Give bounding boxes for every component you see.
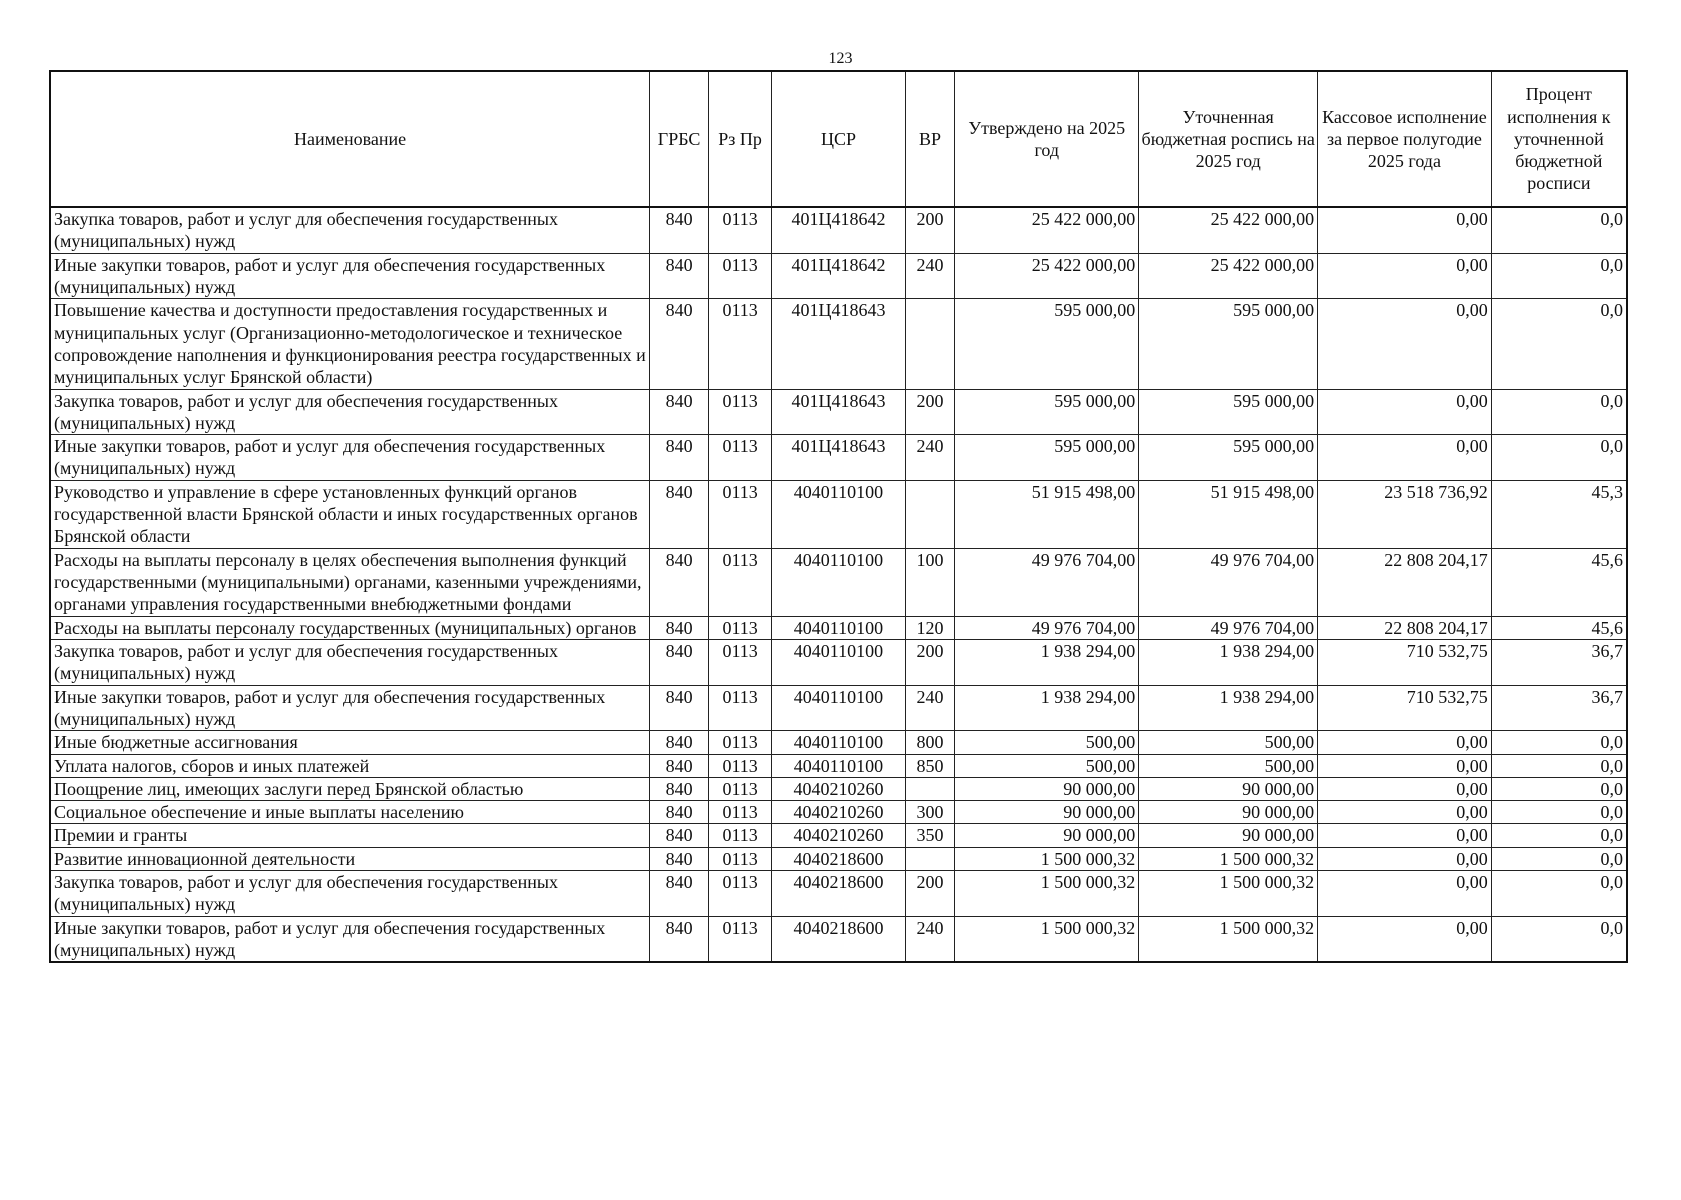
revised-cell: 595 000,00: [1139, 299, 1318, 389]
name-cell: Расходы на выплаты персоналу в целях обеспечения выполнения функций государственными (муниципальными) органами, казенными учреждениями, органами управления государственными внебюджетными фондами: [50, 548, 650, 616]
vr-cell: 240: [905, 253, 954, 299]
name-cell: Закупка товаров, работ и услуг для обеспечения государственных (муниципальных) нужд: [50, 871, 650, 917]
name-cell: Иные закупки товаров, работ и услуг для обеспечения государственных (муниципальных) нужд: [50, 435, 650, 481]
name-cell: Уплата налогов, сборов и иных платежей: [50, 754, 650, 777]
percent-cell: 0,0: [1491, 754, 1627, 777]
csr-cell: 4040110100: [772, 639, 906, 685]
vr-cell: [905, 847, 954, 870]
revised-cell: 90 000,00: [1139, 824, 1318, 847]
rzpr-cell: 0113: [709, 299, 772, 389]
approved-cell: 25 422 000,00: [955, 253, 1139, 299]
approved-cell: 90 000,00: [955, 824, 1139, 847]
revised-cell: 1 500 000,32: [1139, 916, 1318, 962]
grbs-cell: 840: [650, 916, 709, 962]
percent-cell: 0,0: [1491, 435, 1627, 481]
name-cell: Повышение качества и доступности предоставления государственных и муниципальных услуг (Организационно-методологическое и техническое сопровождение наполнения и функционирования реестра государственных и муниципальных услуг Брянской области): [50, 299, 650, 389]
grbs-cell: 840: [650, 299, 709, 389]
grbs-cell: 840: [650, 207, 709, 253]
table-row: [50, 616, 1627, 639]
revised-cell: 595 000,00: [1139, 389, 1318, 435]
vr-cell: 200: [905, 207, 954, 253]
revised-cell: 90 000,00: [1139, 801, 1318, 824]
csr-cell: 4040218600: [772, 871, 906, 917]
grbs-cell: 840: [650, 754, 709, 777]
csr-cell: 4040210260: [772, 777, 906, 800]
approved-cell: 595 000,00: [955, 299, 1139, 389]
approved-cell: 49 976 704,00: [955, 548, 1139, 616]
approved-cell: 1 500 000,32: [955, 916, 1139, 962]
vr-cell: [905, 299, 954, 389]
vr-cell: 300: [905, 801, 954, 824]
cash-cell: 22 808 204,17: [1318, 548, 1492, 616]
grbs-cell: 840: [650, 871, 709, 917]
table-header: [50, 71, 1627, 207]
csr-cell: 4040110100: [772, 754, 906, 777]
approved-cell: 25 422 000,00: [955, 207, 1139, 253]
header-grbs: ГРБС: [650, 71, 709, 207]
approved-cell: 1 500 000,32: [955, 871, 1139, 917]
approved-cell: 500,00: [955, 754, 1139, 777]
grbs-cell: 840: [650, 801, 709, 824]
grbs-cell: 840: [650, 847, 709, 870]
rzpr-cell: 0113: [709, 616, 772, 639]
approved-cell: 1 938 294,00: [955, 639, 1139, 685]
revised-cell: 90 000,00: [1139, 777, 1318, 800]
revised-cell: 500,00: [1139, 731, 1318, 754]
header-vr: ВР: [905, 71, 954, 207]
table-row: [50, 824, 1627, 847]
table-row: [50, 685, 1627, 731]
csr-cell: 401Ц418643: [772, 435, 906, 481]
vr-cell: 200: [905, 639, 954, 685]
table-row: [50, 548, 1627, 616]
grbs-cell: 840: [650, 435, 709, 481]
cash-cell: 23 518 736,92: [1318, 480, 1492, 548]
cash-cell: 0,00: [1318, 435, 1492, 481]
approved-cell: 500,00: [955, 731, 1139, 754]
percent-cell: 0,0: [1491, 207, 1627, 253]
revised-cell: 595 000,00: [1139, 435, 1318, 481]
cash-cell: 22 808 204,17: [1318, 616, 1492, 639]
rzpr-cell: 0113: [709, 435, 772, 481]
csr-cell: 4040210260: [772, 824, 906, 847]
rzpr-cell: 0113: [709, 801, 772, 824]
revised-cell: 51 915 498,00: [1139, 480, 1318, 548]
grbs-cell: 840: [650, 548, 709, 616]
cash-cell: 0,00: [1318, 847, 1492, 870]
revised-cell: 25 422 000,00: [1139, 253, 1318, 299]
grbs-cell: 840: [650, 685, 709, 731]
name-cell: Развитие инновационной деятельности: [50, 847, 650, 870]
header-percent: Процент исполнения к уточненной бюджетной росписи: [1491, 71, 1627, 207]
revised-cell: 25 422 000,00: [1139, 207, 1318, 253]
grbs-cell: 840: [650, 480, 709, 548]
name-cell: Закупка товаров, работ и услуг для обеспечения государственных (муниципальных) нужд: [50, 389, 650, 435]
table-row: [50, 847, 1627, 870]
cash-cell: 0,00: [1318, 754, 1492, 777]
cash-cell: 0,00: [1318, 253, 1492, 299]
name-cell: Иные закупки товаров, работ и услуг для обеспечения государственных (муниципальных) нужд: [50, 916, 650, 962]
cash-cell: 0,00: [1318, 207, 1492, 253]
percent-cell: 0,0: [1491, 871, 1627, 917]
cash-cell: 0,00: [1318, 916, 1492, 962]
percent-cell: 0,0: [1491, 916, 1627, 962]
vr-cell: 800: [905, 731, 954, 754]
percent-cell: 0,0: [1491, 847, 1627, 870]
rzpr-cell: 0113: [709, 253, 772, 299]
vr-cell: 350: [905, 824, 954, 847]
vr-cell: 200: [905, 389, 954, 435]
csr-cell: 4040110100: [772, 731, 906, 754]
vr-cell: [905, 480, 954, 548]
vr-cell: 240: [905, 685, 954, 731]
vr-cell: 240: [905, 435, 954, 481]
table-row: [50, 801, 1627, 824]
csr-cell: 4040110100: [772, 480, 906, 548]
approved-cell: 51 915 498,00: [955, 480, 1139, 548]
table-body: [50, 207, 1627, 962]
table-row: [50, 639, 1627, 685]
percent-cell: 0,0: [1491, 824, 1627, 847]
cash-cell: 710 532,75: [1318, 639, 1492, 685]
csr-cell: 4040210260: [772, 801, 906, 824]
revised-cell: 1 500 000,32: [1139, 871, 1318, 917]
table-row: [50, 253, 1627, 299]
csr-cell: 4040110100: [772, 685, 906, 731]
grbs-cell: 840: [650, 639, 709, 685]
approved-cell: 595 000,00: [955, 389, 1139, 435]
rzpr-cell: 0113: [709, 731, 772, 754]
percent-cell: 0,0: [1491, 253, 1627, 299]
revised-cell: 49 976 704,00: [1139, 616, 1318, 639]
grbs-cell: 840: [650, 616, 709, 639]
vr-cell: 240: [905, 916, 954, 962]
csr-cell: 4040218600: [772, 916, 906, 962]
approved-cell: 1 938 294,00: [955, 685, 1139, 731]
percent-cell: 0,0: [1491, 389, 1627, 435]
table-row: [50, 389, 1627, 435]
rzpr-cell: 0113: [709, 639, 772, 685]
revised-cell: 1 938 294,00: [1139, 639, 1318, 685]
table-row: [50, 916, 1627, 962]
grbs-cell: 840: [650, 389, 709, 435]
csr-cell: 401Ц418643: [772, 389, 906, 435]
rzpr-cell: 0113: [709, 824, 772, 847]
header-approved: Утверждено на 2025 год: [955, 71, 1139, 207]
grbs-cell: 840: [650, 777, 709, 800]
percent-cell: 45,3: [1491, 480, 1627, 548]
cash-cell: 0,00: [1318, 777, 1492, 800]
header-name: Наименование: [50, 71, 650, 207]
approved-cell: 595 000,00: [955, 435, 1139, 481]
percent-cell: 36,7: [1491, 685, 1627, 731]
csr-cell: 4040110100: [772, 616, 906, 639]
table-row: [50, 480, 1627, 548]
cash-cell: 0,00: [1318, 824, 1492, 847]
percent-cell: 0,0: [1491, 299, 1627, 389]
table-row: [50, 435, 1627, 481]
rzpr-cell: 0113: [709, 916, 772, 962]
percent-cell: 36,7: [1491, 639, 1627, 685]
csr-cell: 4040110100: [772, 548, 906, 616]
name-cell: Закупка товаров, работ и услуг для обеспечения государственных (муниципальных) нужд: [50, 207, 650, 253]
rzpr-cell: 0113: [709, 847, 772, 870]
percent-cell: 0,0: [1491, 731, 1627, 754]
rzpr-cell: 0113: [709, 685, 772, 731]
grbs-cell: 840: [650, 731, 709, 754]
rzpr-cell: 0113: [709, 548, 772, 616]
csr-cell: 401Ц418642: [772, 253, 906, 299]
approved-cell: 1 500 000,32: [955, 847, 1139, 870]
grbs-cell: 840: [650, 824, 709, 847]
revised-cell: 1 938 294,00: [1139, 685, 1318, 731]
header-rzpr: Рз Пр: [709, 71, 772, 207]
csr-cell: 401Ц418642: [772, 207, 906, 253]
name-cell: Руководство и управление в сфере установленных функций органов государственной власти Брянской области и иных государственных органов Брянской области: [50, 480, 650, 548]
cash-cell: 0,00: [1318, 299, 1492, 389]
approved-cell: 90 000,00: [955, 801, 1139, 824]
rzpr-cell: 0113: [709, 754, 772, 777]
revised-cell: 1 500 000,32: [1139, 847, 1318, 870]
vr-cell: [905, 777, 954, 800]
vr-cell: 850: [905, 754, 954, 777]
vr-cell: 200: [905, 871, 954, 917]
rzpr-cell: 0113: [709, 480, 772, 548]
name-cell: Социальное обеспечение и иные выплаты населению: [50, 801, 650, 824]
budget-table: [49, 70, 1628, 963]
percent-cell: 45,6: [1491, 616, 1627, 639]
approved-cell: 49 976 704,00: [955, 616, 1139, 639]
table-row: [50, 207, 1627, 253]
header-revised: Уточненная бюджетная роспись на 2025 год: [1139, 71, 1318, 207]
approved-cell: 90 000,00: [955, 777, 1139, 800]
rzpr-cell: 0113: [709, 777, 772, 800]
revised-cell: 500,00: [1139, 754, 1318, 777]
vr-cell: 100: [905, 548, 954, 616]
name-cell: Иные закупки товаров, работ и услуг для обеспечения государственных (муниципальных) нужд: [50, 253, 650, 299]
cash-cell: 0,00: [1318, 871, 1492, 917]
table-row: [50, 871, 1627, 917]
csr-cell: 401Ц418643: [772, 299, 906, 389]
table-row: [50, 777, 1627, 800]
percent-cell: 0,0: [1491, 801, 1627, 824]
header-csr: ЦСР: [772, 71, 906, 207]
grbs-cell: 840: [650, 253, 709, 299]
cash-cell: 710 532,75: [1318, 685, 1492, 731]
header-cash: Кассовое исполнение за первое полугодие 2025 года: [1318, 71, 1492, 207]
table-row: [50, 299, 1627, 389]
percent-cell: 0,0: [1491, 777, 1627, 800]
page-number: 123: [828, 50, 853, 67]
cash-cell: 0,00: [1318, 389, 1492, 435]
rzpr-cell: 0113: [709, 207, 772, 253]
percent-cell: 45,6: [1491, 548, 1627, 616]
name-cell: Премии и гранты: [50, 824, 650, 847]
name-cell: Расходы на выплаты персоналу государственных (муниципальных) органов: [50, 616, 650, 639]
table-row: [50, 754, 1627, 777]
cash-cell: 0,00: [1318, 731, 1492, 754]
name-cell: Иные закупки товаров, работ и услуг для обеспечения государственных (муниципальных) нужд: [50, 685, 650, 731]
name-cell: Закупка товаров, работ и услуг для обеспечения государственных (муниципальных) нужд: [50, 639, 650, 685]
revised-cell: 49 976 704,00: [1139, 548, 1318, 616]
name-cell: Поощрение лиц, имеющих заслуги перед Брянской областью: [50, 777, 650, 800]
rzpr-cell: 0113: [709, 871, 772, 917]
rzpr-cell: 0113: [709, 389, 772, 435]
csr-cell: 4040218600: [772, 847, 906, 870]
cash-cell: 0,00: [1318, 801, 1492, 824]
name-cell: Иные бюджетные ассигнования: [50, 731, 650, 754]
table-row: [50, 731, 1627, 754]
vr-cell: 120: [905, 616, 954, 639]
